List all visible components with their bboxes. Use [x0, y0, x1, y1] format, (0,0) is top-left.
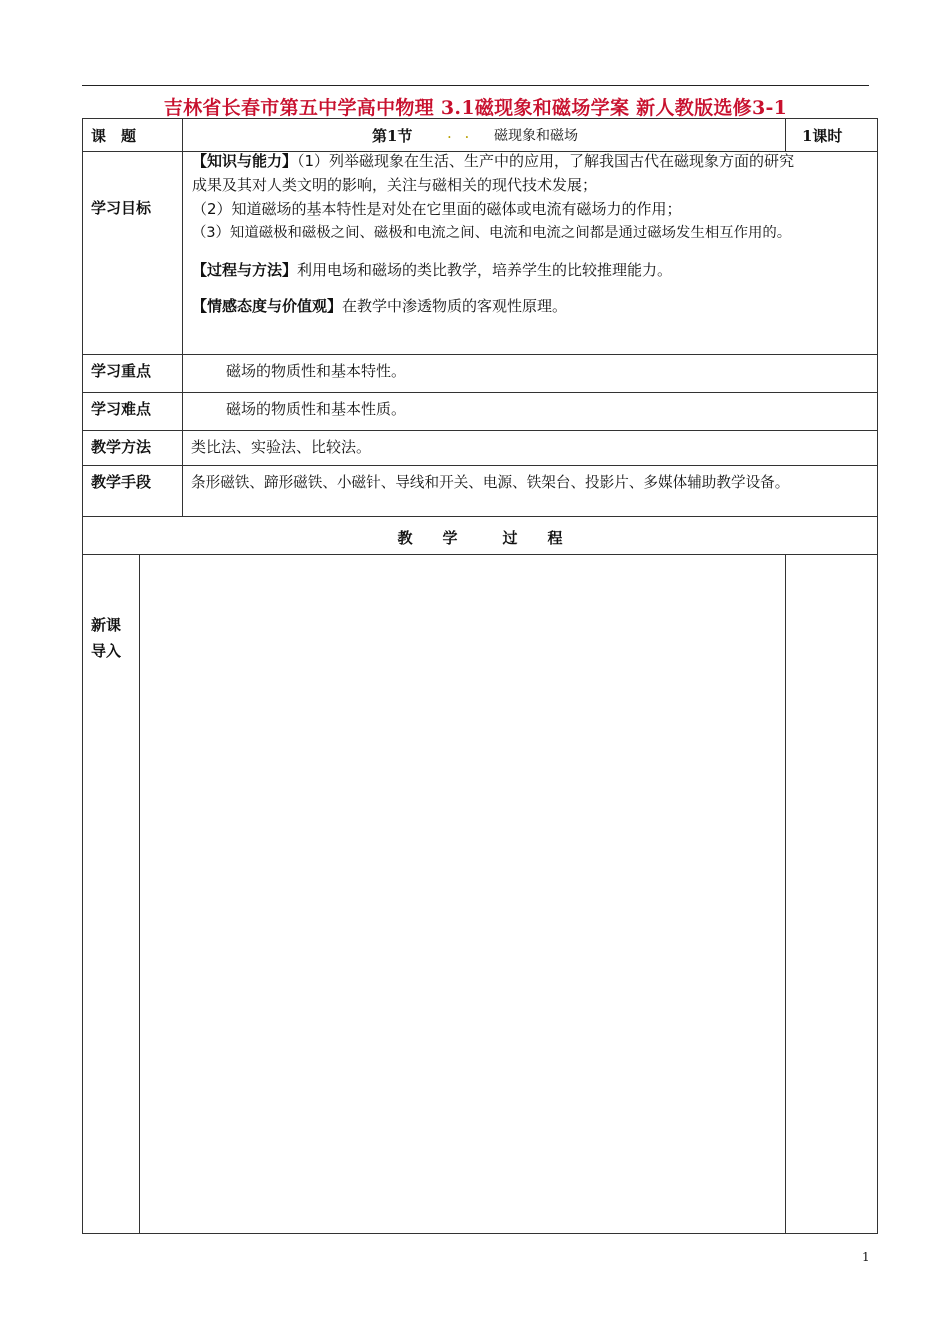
process-table: [82, 554, 878, 1234]
method-label: 教学方法: [91, 438, 152, 456]
intro-label-line-1: 新课: [91, 616, 122, 634]
page-number: 1: [862, 1250, 870, 1264]
decorative-dots: . .: [447, 124, 474, 142]
means-text: 条形磁铁、蹄形磁铁、小磁针、导线和开关、电源、铁架台、投影片、多媒体辅助教学设备。: [191, 474, 790, 491]
row-divider: [82, 465, 878, 466]
means-label: 教学手段: [91, 473, 152, 491]
topic-label: 课 题: [91, 127, 137, 145]
objectives-process: 【过程与方法】利用电场和磁场的类比教学，培养学生的比较推理能力。: [192, 261, 673, 279]
knowledge-line-2: 成果及其对人类文明的影响，关注与磁相关的现代技术发展；: [192, 176, 598, 194]
knowledge-line-4: （3）知道磁极和磁极之间、磁极和电流之间、电流和电流之间都是通过磁场发生相互作用的。: [192, 225, 792, 241]
topic-title: 磁现象和磁场: [494, 128, 578, 144]
row-divider: [82, 392, 878, 393]
knowledge-line-3: （2）知道磁场的基本特性是对处在它里面的磁体或电流有磁场力的作用；: [192, 200, 682, 218]
objectives-label: 学习目标: [91, 199, 152, 217]
row-divider: [82, 354, 878, 355]
emotion-tag: 【情感态度与价值观】: [192, 297, 343, 315]
label-column-divider: [182, 118, 183, 516]
document-title: 吉林省长春市第五中学高中物理 3.1磁现象和磁场学案 新人教版选修3-1: [163, 97, 788, 119]
key-point-text: 磁场的物质性和基本特性。: [226, 362, 407, 380]
difficulty-text: 磁场的物质性和基本性质。: [226, 400, 407, 418]
header-rule: [82, 85, 869, 86]
row-divider: [82, 516, 878, 517]
knowledge-tag: 【知识与能力】: [192, 152, 298, 170]
objectives-knowledge: [192, 149, 874, 245]
duration-label: 1课时: [802, 127, 843, 145]
knowledge-line-1: 【知识与能力】（1）列举磁现象在生活、生产中的应用，了解我国古代在磁现象方面的研究: [192, 152, 795, 170]
key-point-label: 学习重点: [91, 362, 152, 380]
method-text: 类比法、实验法、比较法。: [191, 438, 372, 456]
difficulty-label: 学习难点: [91, 400, 152, 418]
process-tag: 【过程与方法】: [192, 261, 298, 279]
row-divider: [82, 430, 878, 431]
process-header: 教 学 过 程: [397, 529, 563, 547]
section-number: 第1节: [372, 127, 413, 145]
process-label-divider: [139, 554, 140, 1234]
intro-label-line-2: 导入: [91, 642, 122, 660]
duration-column-divider: [785, 118, 786, 151]
process-notes-divider: [785, 554, 786, 1234]
objectives-emotion: 【情感态度与价值观】在教学中渗透物质的客观性原理。: [192, 297, 568, 315]
